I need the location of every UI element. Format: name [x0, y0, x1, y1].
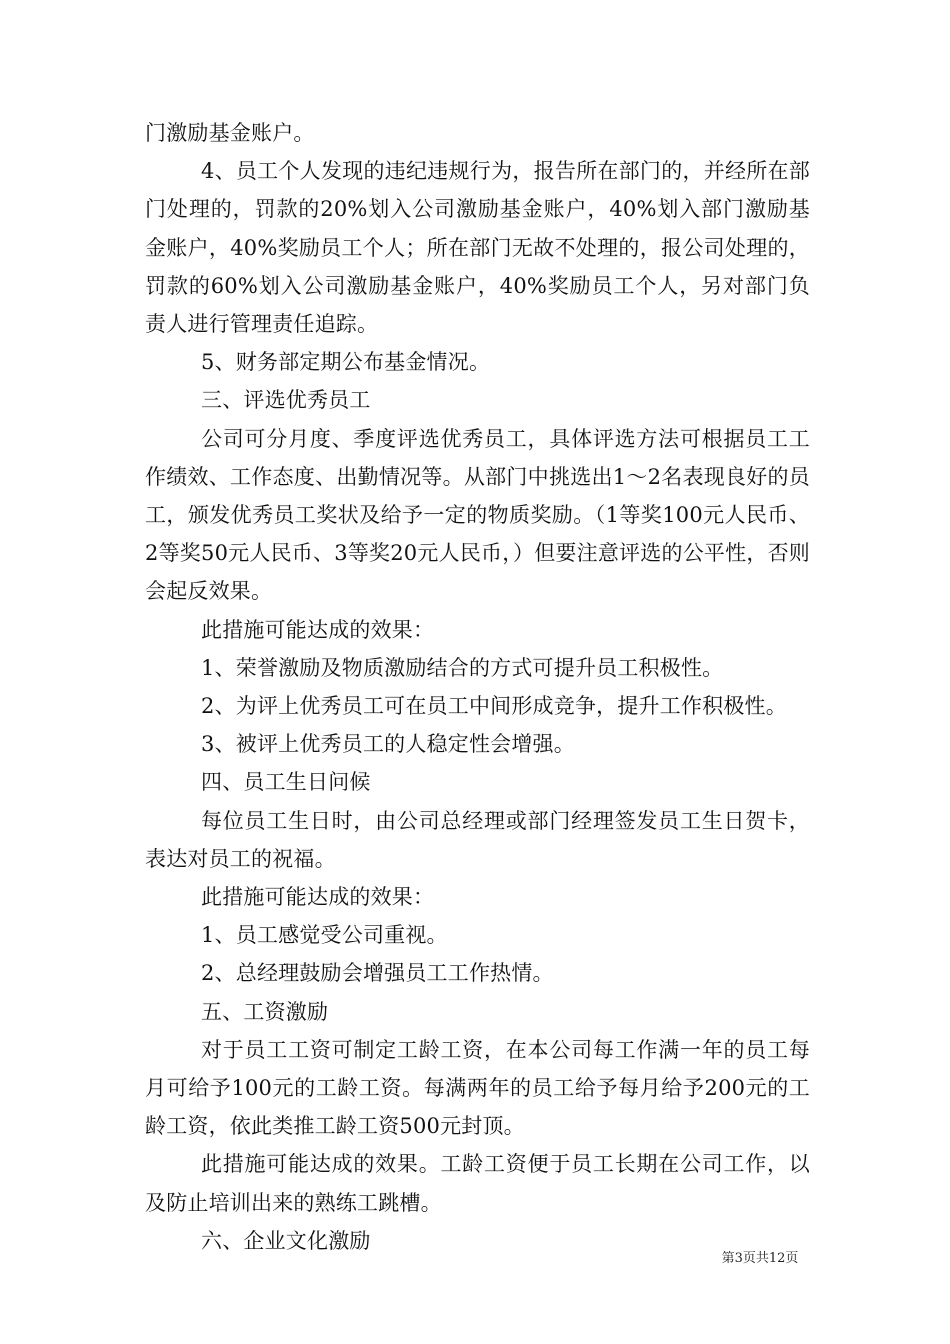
list-item: 2、总经理鼓励会增强员工工作热情。 — [201, 961, 554, 986]
list-item: 1、员工感觉受公司重视。 — [201, 923, 448, 948]
paragraph: 5、财务部定期公布基金情况。 — [201, 350, 491, 375]
paragraph: 此措施可能达成的效果。工龄工资便于员工长期在公司工作，以及防止培训出来的熟练工跳槽。 — [145, 1152, 810, 1215]
list-item: 3、被评上优秀员工的人稳定性会增强。 — [201, 732, 575, 757]
paragraph: 此措施可能达成的效果： — [201, 617, 435, 642]
paragraph: 门激励基金账户。 — [145, 121, 315, 145]
paragraph: 公司可分月度、季度评选优秀员工，具体评选方法可根据员工工作绩效、工作态度、出勤情况等。从部门中挑选出1～2名表现良好的员工，颁发优秀员工奖状及给予一定的物质奖励。（1等奖100元人民币、2等奖50元人民币、3等奖20元人民币，）但要注意评选的公平性，否则会起反效果。 — [145, 426, 810, 604]
page-number: 第3页共12页 — [721, 1251, 799, 1266]
list-item: 2、为评上优秀员工可在员工中间形成竞争，提升工作积极性。 — [201, 694, 787, 719]
section-heading: 五、工资激励 — [201, 999, 329, 1024]
section-heading: 四、员工生日问候 — [201, 770, 371, 795]
list-item: 1、荣誉激励及物质激励结合的方式可提升员工积极性。 — [201, 655, 724, 680]
document-body — [145, 114, 810, 1260]
section-heading: 三、评选优秀员工 — [201, 388, 371, 413]
paragraph: 对于员工工资可制定工龄工资，在本公司每工作满一年的员工每月可给予100元的工龄工资。每满两年的员工给予每月给予200元的工龄工资，依此类推工龄工资500元封顶。 — [145, 1037, 810, 1139]
paragraph: 此措施可能达成的效果： — [201, 885, 435, 910]
paragraph: 每位员工生日时，由公司总经理或部门经理签发员工生日贺卡，表达对员工的祝福。 — [145, 808, 810, 871]
paragraph: 4、员工个人发现的违纪违规行为，报告所在部门的，并经所在部门处理的，罚款的20%划入公司激励基金账户，40%划入部门激励基金账户，40%奖励员工个人；所在部门无故不处理的，报公司处理的，罚款的60%划入公司激励基金账户，40%奖励员工个人，另对部门负责人进行管理责任追踪。 — [145, 159, 810, 337]
section-heading: 六、企业文化激励 — [201, 1228, 371, 1253]
